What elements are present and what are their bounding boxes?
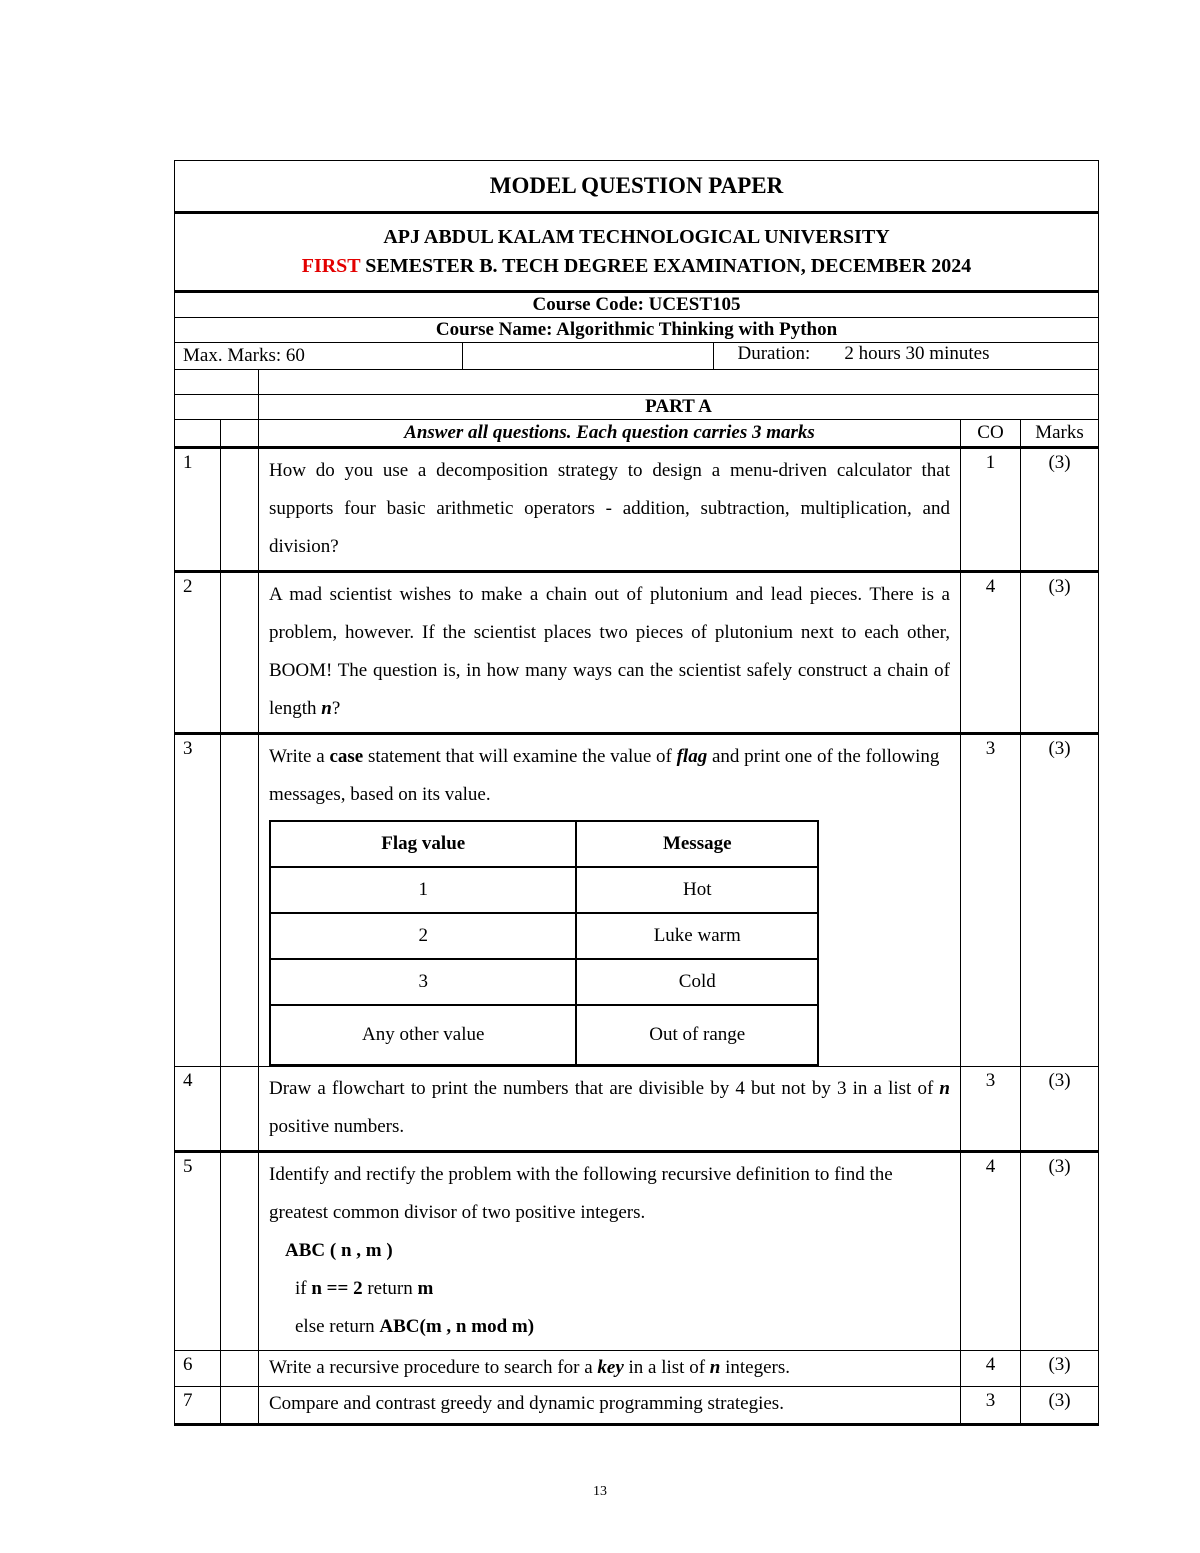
question-text: Draw a flowchart to print the numbers that are divisible by 4 but not by 3 in a list of n positive numbers. <box>259 1067 961 1152</box>
variable-n: n <box>321 698 332 719</box>
question-number: 3 <box>175 734 221 1067</box>
keyword-case: case <box>329 746 364 767</box>
max-marks: Max. Marks: 60 <box>175 343 462 369</box>
semester-line <box>185 252 1088 281</box>
question-marks: (3) <box>1021 448 1099 572</box>
question-marks: (3) <box>1021 1067 1099 1152</box>
part-title-row <box>175 395 1099 420</box>
question-row <box>175 734 1099 1067</box>
question-marks: (3) <box>1021 1351 1099 1387</box>
co-header: CO <box>961 420 1021 448</box>
code-block <box>269 1232 950 1346</box>
question-co: 4 <box>961 1351 1021 1387</box>
semester-highlight: FIRST <box>301 255 361 277</box>
university-row <box>175 213 1099 292</box>
course-name-row <box>175 318 1099 343</box>
spacer-row <box>175 370 1099 395</box>
question-number: 1 <box>175 448 221 572</box>
flag-table-row: Any other value Out of range <box>270 1005 818 1065</box>
question-co: 3 <box>961 734 1021 1067</box>
page-number: 13 <box>593 1484 607 1499</box>
duration-value: 2 hours 30 minutes <box>844 343 990 364</box>
variable-flag: flag <box>676 746 708 767</box>
question-number: 6 <box>175 1351 221 1387</box>
variable-n: n <box>709 1357 721 1378</box>
course-code-row <box>175 292 1099 318</box>
code-line: else return ABC(m , n mod m) <box>295 1316 535 1337</box>
question-text: Write a case statement that will examine the value of flag and print one of the following messages, based on its value. Flag value Message 1 Hot 2 Luke warm 3 Cold Any other value Out of range <box>259 734 961 1067</box>
question-co: 3 <box>961 1067 1021 1152</box>
question-number: 7 <box>175 1387 221 1425</box>
semester-rest: SEMESTER B. TECH DEGREE EXAMINATION, DECEMBER 2024 <box>360 255 972 277</box>
question-co: 1 <box>961 448 1021 572</box>
variable-key: key <box>597 1357 624 1378</box>
question-row <box>175 1351 1099 1387</box>
question-row <box>175 448 1099 572</box>
part-instruction: Answer all questions. Each question carries 3 marks <box>259 420 961 448</box>
message-header: Message <box>576 821 818 867</box>
marks-duration-row <box>175 343 1099 370</box>
question-text: A mad scientist wishes to make a chain out of plutonium and lead pieces. There is a problem, however. If the scientist places two pieces of plutonium next to each other, BOOM! The question is, in how many ways can the scientist safely construct a chain of length n? <box>259 572 961 734</box>
question-co: 4 <box>961 1152 1021 1351</box>
marks-header: Marks <box>1021 420 1099 448</box>
question-marks: (3) <box>1021 734 1099 1067</box>
marks-duration-table <box>175 343 1098 369</box>
question-number: 2 <box>175 572 221 734</box>
question-text: Identify and rectify the problem with the following recursive definition to find the greatest common divisor of two positive integers. ABC ( n , m ) if n == 2 return m else return ABC(m , n mod m) <box>259 1152 961 1351</box>
title-row <box>175 161 1099 213</box>
question-paper-table <box>174 160 1099 1426</box>
question-text: How do you use a decomposition strategy to design a menu-driven calculator that supports four basic arithmetic operators - addition, subtraction, multiplication, and division? <box>259 448 961 572</box>
marks-duration-cell <box>175 343 1099 370</box>
question-row <box>175 572 1099 734</box>
flag-value-header: Flag value <box>270 821 576 867</box>
question-marks: (3) <box>1021 572 1099 734</box>
question-co: 4 <box>961 572 1021 734</box>
paper-title: MODEL QUESTION PAPER <box>175 161 1099 213</box>
instruction-row <box>175 420 1099 448</box>
code-line: ABC ( n , m ) <box>285 1240 393 1261</box>
flag-table-row: 3 Cold <box>270 959 818 1005</box>
part-title: PART A <box>259 395 1099 420</box>
question-marks: (3) <box>1021 1387 1099 1425</box>
flag-message-table <box>269 820 819 1066</box>
duration <box>713 343 1098 369</box>
code-line: if n == 2 return m <box>295 1278 434 1299</box>
course-name: Course Name: Algorithmic Thinking with Python <box>175 318 1099 343</box>
duration-label: Duration: <box>737 343 811 364</box>
question-row <box>175 1152 1099 1351</box>
university-name: APJ ABDUL KALAM TECHNOLOGICAL UNIVERSITY <box>383 226 890 248</box>
question-number: 5 <box>175 1152 221 1351</box>
variable-n: n <box>939 1078 950 1099</box>
flag-table-row: 2 Luke warm <box>270 913 818 959</box>
question-marks: (3) <box>1021 1152 1099 1351</box>
question-row <box>175 1067 1099 1152</box>
question-number: 4 <box>175 1067 221 1152</box>
university-block <box>175 213 1099 292</box>
question-text: Write a recursive procedure to search for a key in a list of n integers. <box>259 1351 961 1387</box>
flag-table-header <box>270 821 818 867</box>
blank-cell <box>462 343 713 369</box>
course-code: Course Code: UCEST105 <box>175 292 1099 318</box>
question-row <box>175 1387 1099 1425</box>
flag-table-row: 1 Hot <box>270 867 818 913</box>
question-text: Compare and contrast greedy and dynamic programming strategies. <box>259 1387 961 1425</box>
question-co: 3 <box>961 1387 1021 1425</box>
